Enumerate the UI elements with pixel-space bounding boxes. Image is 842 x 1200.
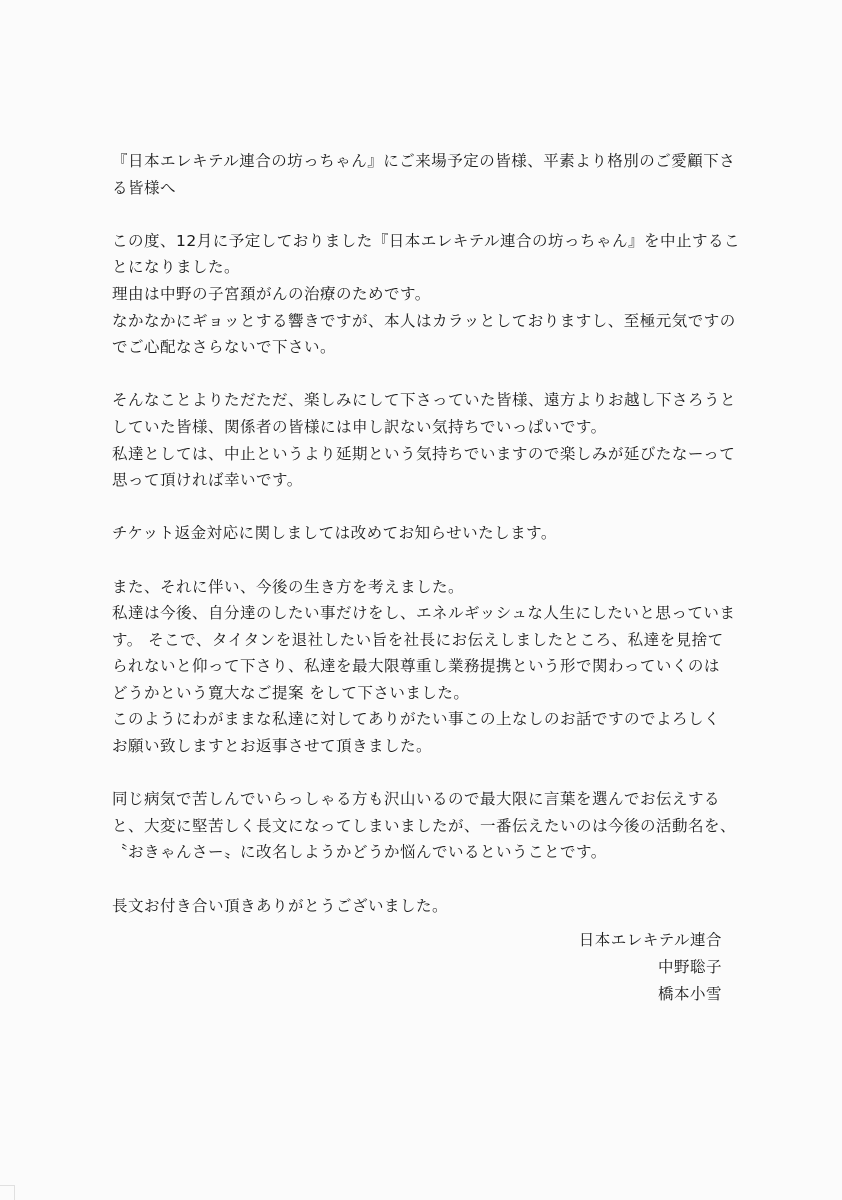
letter-body	[112, 148, 752, 919]
paragraph-spacer	[112, 866, 752, 893]
paragraph-spacer	[112, 201, 752, 228]
signature-member-hashimoto: 橋本小雪	[657, 985, 722, 1003]
text-line: この度、12月に予定しておりました『日本エレキテル連合の坊っちゃん』を中止するこ	[112, 231, 740, 250]
text-line: 〝おきゃんさー〟に改名しようかどうか悩んでいるということです。	[112, 843, 607, 862]
paragraph-spacer	[112, 760, 752, 787]
text-line: なかなかにギョッとする響きですが、本人はカラッとしておりますし、至極元気ですの	[112, 311, 736, 330]
text-line: していた皆様、関係者の皆様には申し訳ない気持ちでいっぱいです。	[112, 417, 607, 436]
text-line: このようにわがままな私達に対してありがたい事この上なしのお話ですのでよろしく	[112, 710, 721, 729]
text-line: す。 そこで、タイタンを退社したい旨を社長にお伝えしましたところ、私達を見捨て	[112, 630, 724, 649]
text-line: チケット返金対応に関しましては改めてお知らせいたします。	[112, 524, 557, 543]
text-line: 理由は中野の子宮頚がんの治療のためです。	[112, 284, 431, 303]
text-line: る皆様へ	[112, 178, 177, 197]
text-line: られないと仰って下さり、私達を最大限尊重し業務提携という形で関わっていくのは	[112, 657, 720, 676]
signature-member-nakano: 中野聡子	[657, 958, 722, 976]
paragraph-spacer	[112, 361, 752, 388]
text-line: 私達としては、中止というより延期という気持ちでいますので楽しみが延びたなーって	[112, 444, 736, 463]
paragraph-spacer	[112, 494, 752, 521]
signature-block	[579, 927, 722, 1008]
text-line: そんなことよりただただ、楽しみにして下さっていた皆様、遠方よりお越し下さろうと	[112, 391, 737, 410]
text-line: 私達は今後、自分達のしたい事だけをし、エネルギッシュな人生にしたいと思っていま	[112, 604, 736, 623]
page-corner-mark	[0, 1185, 15, 1200]
text-line: お願い致しますとお返事させて頂きました。	[112, 737, 433, 756]
paragraph-7	[112, 893, 752, 920]
paragraph-4	[112, 520, 752, 547]
paragraph-spacer	[112, 547, 752, 574]
paragraph-5	[112, 574, 752, 760]
text-line: 『日本エレキテル連合の坊っちゃん』にご来場予定の皆様、平素より格別のご愛顧下さ	[112, 152, 736, 170]
text-line: 同じ病気で苦しんでいらっしゃる方も沢山いるので最大限に言葉を選んでお伝えする	[112, 790, 721, 809]
paragraph-6	[112, 786, 752, 866]
text-line: また、それに伴い、今後の生き方を考えました。	[112, 577, 465, 596]
signature-group-name: 日本エレキテル連合	[578, 931, 722, 949]
text-line: 長文お付き合い頂きありがとうございました。	[112, 896, 449, 915]
text-line: でご心配なさらないで下さい。	[112, 338, 337, 357]
text-line: とになりました。	[112, 258, 241, 277]
paragraph-2	[112, 228, 752, 361]
text-line: どうかという寛大なご提案 をして下さいました。	[112, 683, 470, 702]
paragraph-3	[112, 387, 752, 493]
text-line: と、大変に堅苦しく長文になってしまいましたが、一番伝えたいのは今後の活動名を、	[112, 816, 737, 835]
text-line: 思って頂ければ幸いです。	[112, 471, 303, 490]
paragraph-1	[112, 148, 752, 201]
